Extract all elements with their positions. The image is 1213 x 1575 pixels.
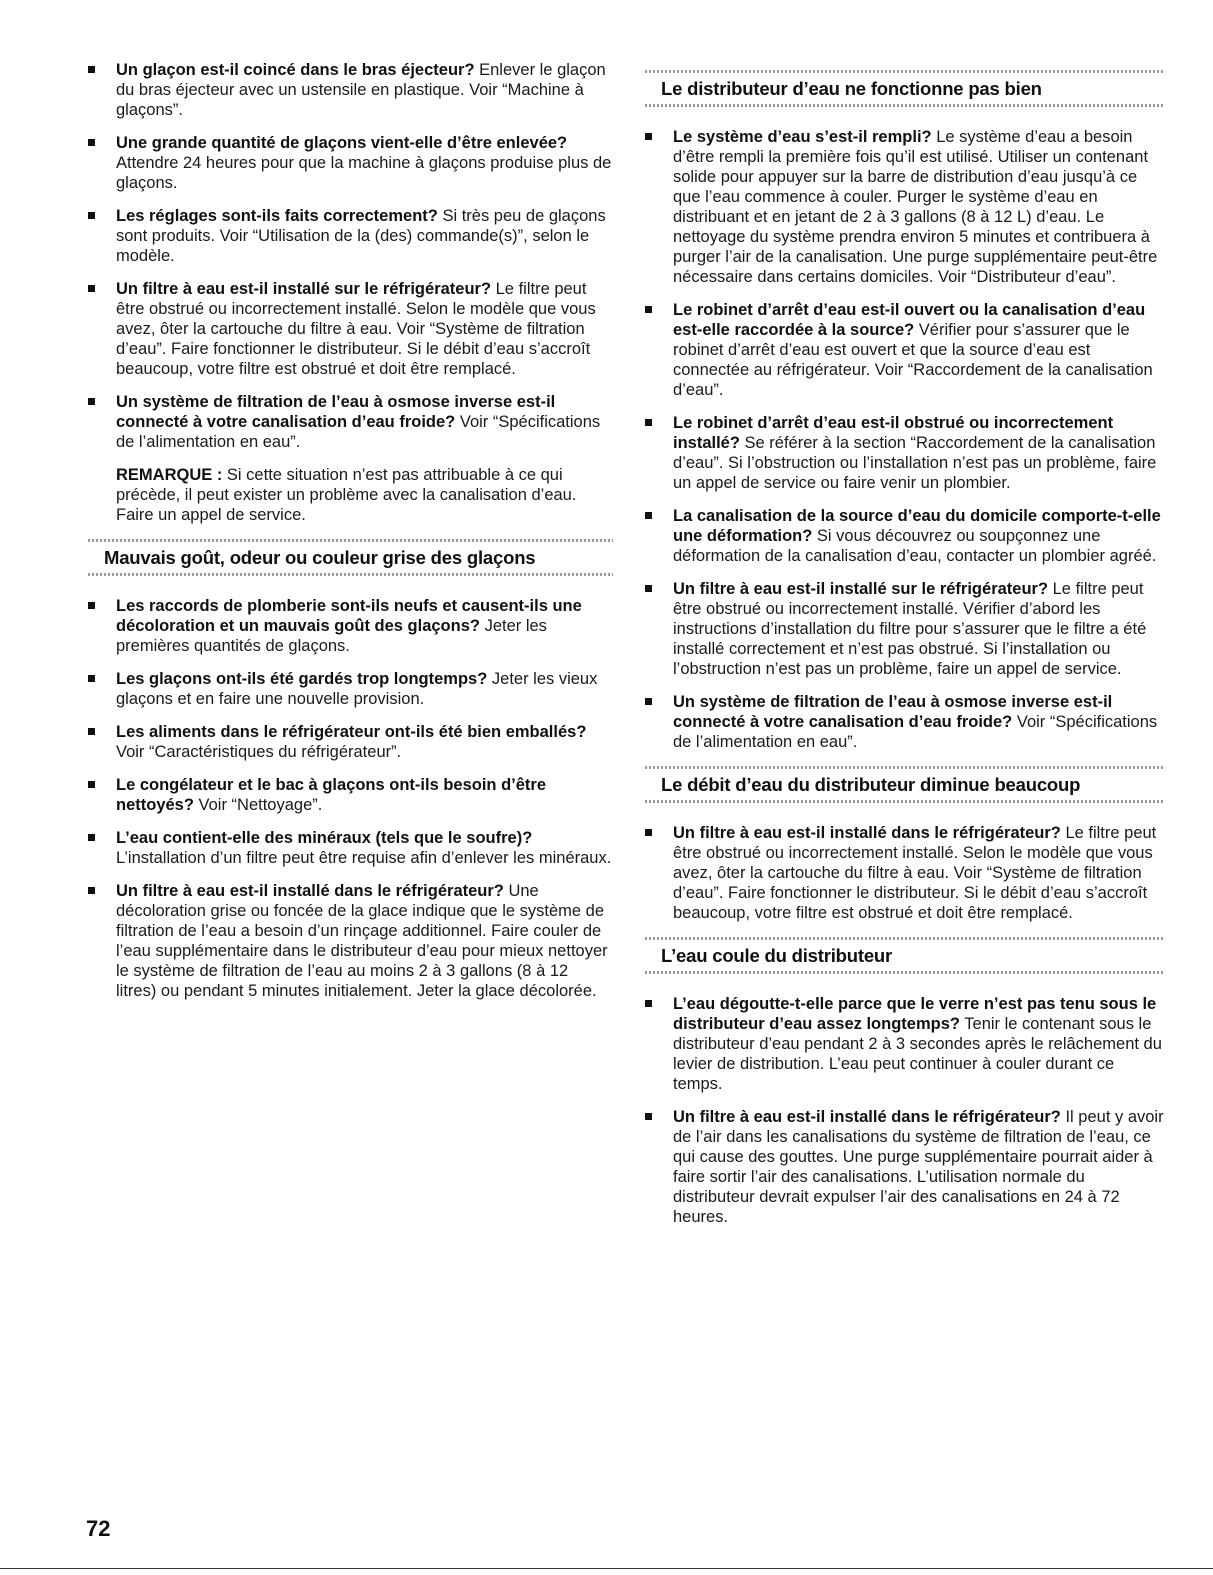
bullet-icon	[88, 602, 95, 609]
dotted-rule	[645, 800, 1165, 803]
list-item: Un système de filtration de l’eau à osmose inverse est-il connecté à votre canalisation d’eau froide? Voir “Spécifications de l’alimentation en eau”.	[88, 392, 613, 452]
section-title: Le distributeur d’eau ne fonctionne pas bien	[661, 78, 1042, 99]
list-item: Les réglages sont-ils faits correctement? Si très peu de glaçons sont produits. Voir “Utilisation de la (des) commande(s)”, selon le modèle.	[88, 206, 613, 266]
list-item: Un filtre à eau est-il installé sur le réfrigérateur? Le filtre peut être obstrué ou incorrectement installé. Selon le modèle que vous avez, ôter la cartouche du filtre à eau. Voir “Système de filtration d’eau”. Faire fonctionner le distributeur. Si le débit d’eau s’accroît beaucoup, votre filtre est obstrué et doit être remplacé.	[88, 279, 613, 379]
section-title: L’eau coule du distributeur	[661, 945, 893, 966]
bullet-icon	[645, 1000, 652, 1007]
bullet-icon	[88, 834, 95, 841]
section-header-leak	[645, 937, 1165, 974]
bullet-icon	[88, 675, 95, 682]
section-title: Le débit d’eau du distributeur diminue beaucoup	[661, 774, 1081, 795]
bullet-icon	[645, 1113, 652, 1120]
dotted-rule	[88, 573, 613, 576]
list-item: L’eau contient-elle des minéraux (tels que le soufre)? L’installation d’un filtre peut être requise afin d’enlever les minéraux.	[88, 828, 613, 868]
bullet-icon	[88, 66, 95, 73]
list-item: Un filtre à eau est-il installé dans le réfrigérateur? Le filtre peut être obstrué ou incorrectement installé. Selon le modèle que vous avez, ôter la cartouche du filtre à eau. Voir “Système de filtration d’eau”. Faire fonctionner le distributeur. Si le débit d’eau s’accroît beaucoup, votre filtre est obstrué et doit être remplacé.	[645, 823, 1165, 923]
list-item: Le robinet d’arrêt d’eau est-il ouvert ou la canalisation d’eau est-elle raccordée à la source? Vérifier pour s’assurer que le robinet d’arrêt d’eau est ouvert et que la source d’eau est connectée au réfrigérateur. Voir “Raccordement de la canalisation d’eau”.	[645, 300, 1165, 400]
bullet-icon	[88, 398, 95, 405]
bullet-icon	[645, 829, 652, 836]
bullet-list-top	[88, 60, 613, 452]
list-item: Un glaçon est-il coincé dans le bras éjecteur? Enlever le glaçon du bras éjecteur avec un ustensile en plastique. Voir “Machine à glaçons”.	[88, 60, 613, 120]
section-title: Mauvais goût, odeur ou couleur grise des glaçons	[104, 547, 536, 568]
bullet-icon	[645, 585, 652, 592]
bullet-list-leak	[645, 994, 1165, 1227]
list-item: Les aliments dans le réfrigérateur ont-ils été bien emballés? Voir “Caractéristiques du réfrigérateur”.	[88, 722, 613, 762]
dotted-rule	[645, 104, 1165, 107]
list-item: L’eau dégoutte-t-elle parce que le verre n’est pas tenu sous le distributeur d’eau assez longtemps? Tenir le contenant sous le distributeur d’eau pendant 2 à 3 secondes après le relâchement du levier de distribution. L’eau peut continuer à couler durant ce temps.	[645, 994, 1165, 1094]
bullet-icon	[88, 139, 95, 146]
section-header-taste	[88, 539, 613, 576]
bullet-icon	[88, 781, 95, 788]
list-item: Le robinet d’arrêt d’eau est-il obstrué ou incorrectement installé? Se référer à la section “Raccordement de la canalisation d’eau”. Si l’obstruction ou l’installation n’est pas un problème, faire un appel de service ou faire venir un plombier.	[645, 413, 1165, 493]
page-number: 72	[86, 1516, 111, 1541]
dotted-rule	[645, 971, 1165, 974]
bullet-icon	[88, 212, 95, 219]
bullet-icon	[88, 285, 95, 292]
bullet-icon	[645, 698, 652, 705]
list-item: Les glaçons ont-ils été gardés trop longtemps? Jeter les vieux glaçons et en faire une nouvelle provision.	[88, 669, 613, 709]
list-item: Un filtre à eau est-il installé dans le réfrigérateur? Il peut y avoir de l’air dans les canalisations du système de filtration de l’eau, ce qui cause des gouttes. Une purge supplémentaire pourrait aider à faire sortir l’air des canalisations. L’utilisation normale du distributeur devrait expulser l’air des canalisations en 24 à 72 heures.	[645, 1107, 1165, 1227]
list-item: Le système d’eau s’est-il rempli? Le système d’eau a besoin d’être rempli la première fois qu’il est utilisé. Utiliser un contenant solide pour appuyer sur la barre de distribution d’eau jusqu’à ce que l’eau commence à couler. Purger le système d’eau en distribuant et en jetant de 2 à 3 gallons (8 à 12 L) d’eau. Le nettoyage du système prendra environ 5 minutes et contribuera à purger l’air de la canalisation. Une purge supplémentaire peut-être nécessaire dans certains domiciles. Voir “Distributeur d’eau”.	[645, 127, 1165, 287]
bullet-list-flow	[645, 823, 1165, 923]
bullet-list-dispenser	[645, 127, 1165, 752]
list-item: Les raccords de plomberie sont-ils neufs et causent-ils une décoloration et un mauvais goût des glaçons? Jeter les premières quantités de glaçons.	[88, 596, 613, 656]
bullet-icon	[645, 419, 652, 426]
list-item: La canalisation de la source d’eau du domicile comporte-t-elle une déformation? Si vous découvrez ou soupçonnez une déformation de la canalisation d’eau, contacter un plombier agréé.	[645, 506, 1165, 566]
bullet-icon	[645, 306, 652, 313]
list-item: Le congélateur et le bac à glaçons ont-ils besoin d’être nettoyés? Voir “Nettoyage”.	[88, 775, 613, 815]
right-column	[645, 60, 1165, 1240]
section-header-flow	[645, 766, 1165, 803]
list-item: Un filtre à eau est-il installé sur le réfrigérateur? Le filtre peut être obstrué ou incorrectement installé. Vérifier d’abord les instructions d’installation du filtre pour s’assurer que le filtre a été installé correctement et n’est pas obstrué. Si l’installation ou l’obstruction n’est pas un problème, faire un appel de service.	[645, 579, 1165, 679]
bullet-icon	[645, 133, 652, 140]
bullet-icon	[88, 728, 95, 735]
list-item: Un système de filtration de l’eau à osmose inverse est-il connecté à votre canalisation d’eau froide? Voir “Spécifications de l’alimentation en eau”.	[645, 692, 1165, 752]
list-item: Une grande quantité de glaçons vient-elle d’être enlevée? Attendre 24 heures pour que la machine à glaçons produise plus de glaçons.	[88, 133, 613, 193]
section-header-dispenser	[645, 70, 1165, 107]
bullet-icon	[88, 887, 95, 894]
footer-rule	[0, 1568, 1213, 1569]
bullet-list-taste	[88, 596, 613, 1001]
left-column	[88, 60, 613, 1014]
remark-note: REMARQUE : Si cette situation n’est pas attribuable à ce qui précède, il peut exister un problème avec la canalisation d’eau. Faire un appel de service.	[116, 466, 577, 524]
list-item: Un filtre à eau est-il installé dans le réfrigérateur? Une décoloration grise ou foncée de la glace indique que le système de filtration de l’eau a besoin d’un rinçage additionnel. Faire couler de l’eau supplémentaire dans le distributeur d’eau pour mieux nettoyer le système de filtration de l’eau au moins 2 à 3 gallons (8 à 12 litres) ou pendant 5 minutes initialement. Jeter la glace décolorée.	[88, 881, 613, 1001]
bullet-icon	[645, 512, 652, 519]
